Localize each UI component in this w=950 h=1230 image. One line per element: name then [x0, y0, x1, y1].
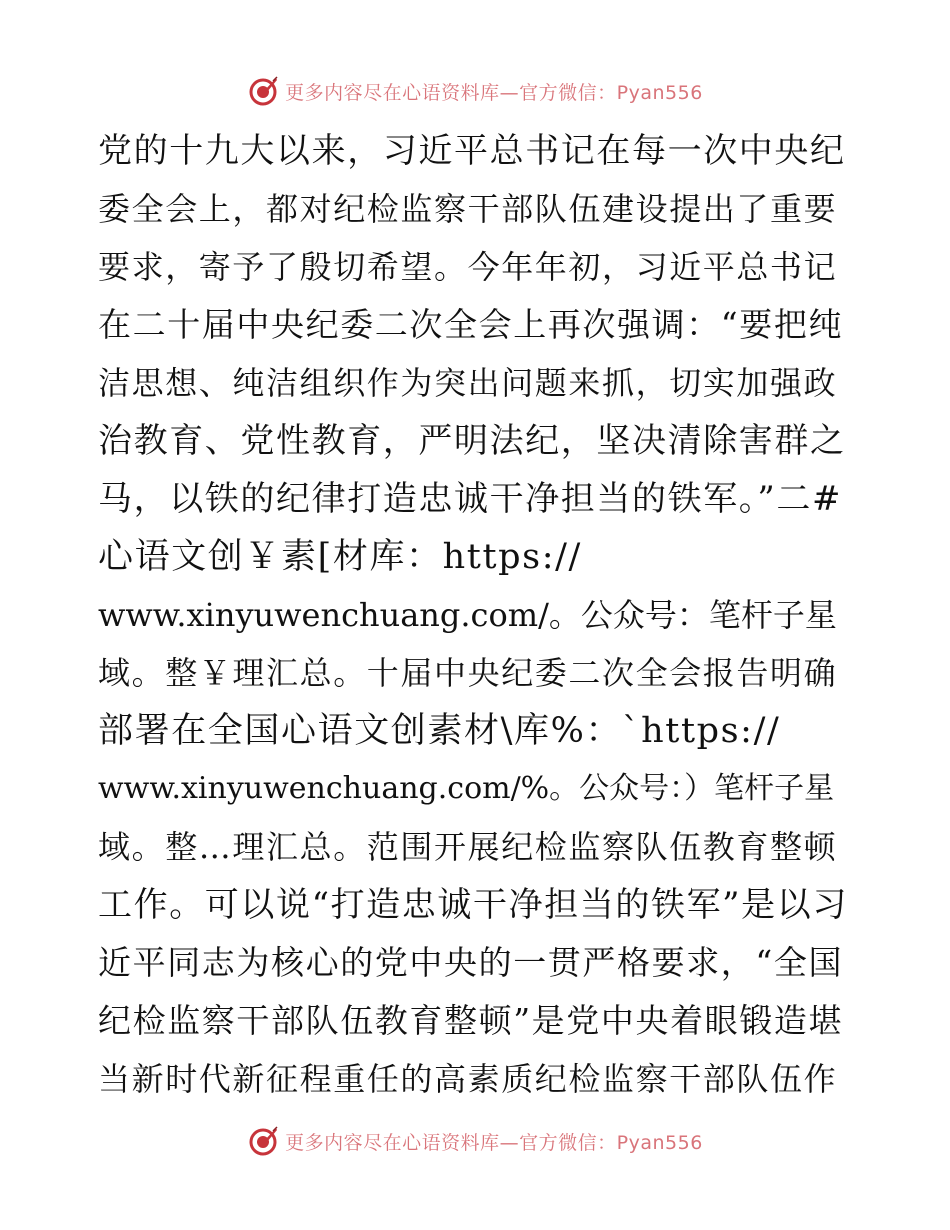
body-line-11: 部署在全国心语文创素材\库%：`https:// — [98, 711, 781, 751]
body-line-10: 域。整￥理汇总。十届中央纪委二次全会报告明确 — [98, 654, 838, 692]
body-line-7: 马，以铁的纪律打造忠诚干净担当的铁军。”二# — [98, 479, 843, 519]
body-line-6: 治教育、党性教育，严明法纪，坚决清除害群之 — [98, 421, 846, 461]
footer-banner-text: 更多内容尽在心语资料库—官方微信：Pyan556 — [285, 1131, 703, 1154]
header-banner-text: 更多内容尽在心语资料库—官方微信：Pyan556 — [285, 81, 703, 104]
body-line-9: www.xinyuwenchuang.com/。公众号：笔杆子星 — [98, 596, 837, 634]
body-line-17: 当新时代新征程重任的高素质纪检监察干部队伍作 — [98, 1060, 838, 1098]
body-line-14: 工作。可以说“打造忠诚干净担当的铁军”是以习 — [98, 885, 848, 925]
body-line-5: 洁思想、纯洁组织作为突出问题来抓，切实加强政 — [98, 364, 838, 402]
quill-seal-logo-icon — [247, 75, 279, 107]
quill-seal-logo-icon — [247, 1125, 279, 1157]
body-line-3: 要求，寄予了殷切希望。今年年初，习近平总书记 — [98, 248, 838, 286]
body-line-1: 党的十九大以来，习近平总书记在每一次中央纪 — [98, 131, 846, 171]
body-line-2: 委全会上，都对纪检监察干部队伍建设提出了重要 — [98, 190, 838, 228]
body-line-4: 在二十届中央纪委二次全会上再次强调：“要把纯 — [98, 305, 844, 344]
header-banner — [0, 71, 950, 111]
body-line-15: 近平同志为核心的党中央的一贯严格要求，“全国 — [98, 943, 844, 982]
body-line-16: 纪检监察干部队伍教育整顿”是党中央着眼锻造堪 — [98, 1001, 844, 1040]
body-line-8: 心语文创￥素[材库：https:// — [98, 537, 582, 577]
body-line-13: 域。整…理汇总。范围开展纪检监察队伍教育整顿 — [98, 828, 838, 866]
document-body — [98, 122, 858, 1108]
body-line-12: www.xinyuwenchuang.com/%。公众号：）笔杆子星 — [98, 771, 835, 806]
footer-banner — [0, 1121, 950, 1161]
